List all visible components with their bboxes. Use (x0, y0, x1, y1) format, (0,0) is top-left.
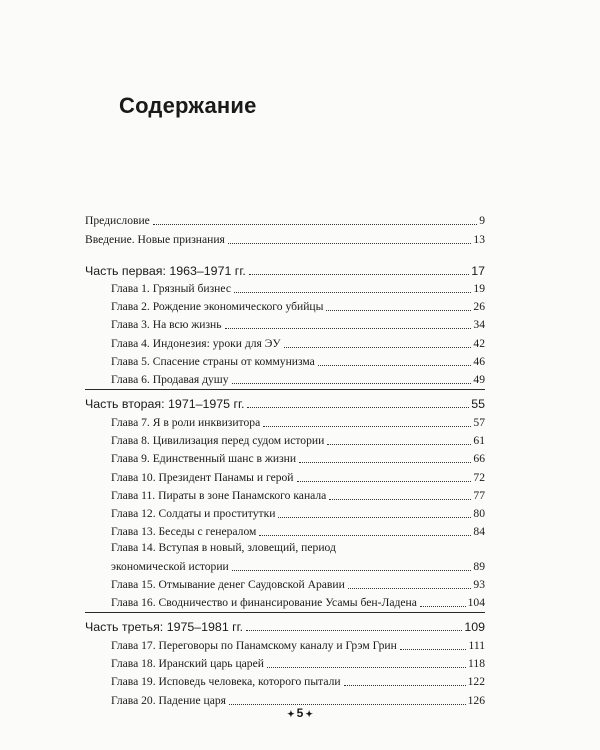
chapter-entry-label: Глава 2. Рождение экономического убийцы (111, 300, 324, 314)
chapter-entry-label: Глава 1. Грязный бизнес (111, 281, 231, 295)
chapter-entry-label: Глава 16. Сводничество и финансирование Усамы бен-Ладена (111, 596, 417, 610)
chapter-entry (85, 539, 485, 555)
part-heading-label: Часть вторая: 1971–1975 гг. (85, 397, 245, 412)
chapter-entry-continued-label: экономической истории (111, 559, 229, 573)
chapter-entry-page: 104 (467, 596, 485, 610)
dot-leader (348, 588, 472, 589)
dot-leader (344, 685, 466, 686)
toc-entry (85, 210, 485, 228)
chapter-entry-label: Глава 18. Иранский царь царей (111, 656, 264, 670)
dot-leader (247, 407, 469, 408)
chapter-entry (85, 351, 485, 369)
chapter-entry (85, 653, 485, 671)
dot-leader (299, 462, 471, 463)
page-number (0, 706, 600, 720)
chapter-entry (85, 592, 485, 610)
chapter-entry-continued (85, 555, 485, 573)
chapter-entry-page: 57 (473, 415, 485, 429)
dot-leader (267, 667, 466, 668)
dot-leader (232, 383, 472, 384)
chapter-entry-page: 118 (468, 656, 485, 670)
chapter-entry-page: 66 (473, 452, 485, 466)
chapter-entry-label: Глава 15. Отмывание денег Саудовской Аравии (111, 578, 345, 592)
dot-leader (318, 365, 472, 366)
chapter-entry (85, 466, 485, 484)
toc-entry-page: 9 (479, 214, 485, 228)
chapter-entry-page: 111 (468, 638, 485, 652)
chapter-entry-label: Глава 7. Я в роли инквизитора (111, 415, 261, 429)
dot-leader (263, 426, 471, 427)
chapter-entry-label: Глава 9. Единственный шанс в жизни (111, 452, 297, 466)
chapter-entry-page: 26 (473, 300, 485, 314)
chapter-entry-label: Глава 10. Президент Панамы и герой (111, 470, 294, 484)
chapter-entry-page: 46 (473, 355, 485, 369)
chapter-entry (85, 296, 485, 314)
ornament-left-icon: ✦ (287, 709, 295, 719)
chapter-entry-label: Глава 20. Падение царя (111, 693, 227, 707)
chapter-entry-label: Глава 13. Беседы с генералом (111, 525, 257, 539)
chapter-entry (85, 503, 485, 521)
chapter-entry-page: 126 (467, 693, 485, 707)
toc-entry (85, 228, 485, 246)
dot-leader (400, 649, 467, 650)
page-title: Содержание (119, 93, 257, 118)
chapter-entry-page: 72 (473, 470, 485, 484)
part-heading-page: 55 (471, 397, 485, 412)
part-heading-page: 109 (464, 620, 485, 635)
chapter-entry-label: Глава 8. Цивилизация перед судом истории (111, 433, 325, 447)
dot-leader (228, 243, 472, 244)
toc-entry-label: Предисловие (85, 214, 150, 228)
chapter-entry (85, 369, 485, 387)
dot-leader (420, 606, 466, 607)
part-heading (85, 257, 485, 278)
chapter-entry-page: 77 (473, 488, 485, 502)
dot-leader (327, 444, 471, 445)
chapter-entry-page: 42 (473, 336, 485, 350)
chapter-entry (85, 278, 485, 296)
chapter-entry-label: Глава 11. Пираты в зоне Панамского канала (111, 488, 327, 502)
chapter-entry (85, 430, 485, 448)
chapter-entry-label: Глава 14. Вступая в новый, зловещий, период (111, 541, 336, 555)
dot-leader (259, 535, 471, 536)
chapter-entry-label: Глава 19. Исповедь человека, которого пытали (111, 675, 341, 689)
dot-leader (249, 274, 469, 275)
part-heading (85, 613, 485, 634)
dot-leader (278, 517, 471, 518)
table-of-contents (85, 210, 485, 708)
chapter-entry-label: Глава 6. Продавая душу (111, 373, 229, 387)
chapter-entry-page: 34 (473, 318, 485, 332)
chapter-entry-label: Глава 12. Солдаты и проститутки (111, 507, 276, 521)
toc-entry-label: Введение. Новые признания (85, 232, 225, 246)
chapter-entry-continued-page: 89 (473, 559, 485, 573)
chapter-entry (85, 574, 485, 592)
chapter-entry (85, 485, 485, 503)
chapter-entry-page: 93 (473, 578, 485, 592)
chapter-entry-page: 122 (467, 675, 485, 689)
chapter-entry-page: 19 (473, 281, 485, 295)
dot-leader (284, 347, 472, 348)
dot-leader (153, 224, 477, 225)
dot-leader (234, 292, 471, 293)
chapter-entry (85, 521, 485, 539)
chapter-entry (85, 448, 485, 466)
dot-leader (246, 630, 462, 631)
chapter-entry-page: 84 (473, 525, 485, 539)
chapter-entry-label: Глава 3. На всю жизнь (111, 318, 222, 332)
chapter-entry (85, 689, 485, 707)
page-number-value: 5 (296, 706, 304, 720)
dot-leader (329, 499, 471, 500)
part-heading-page: 17 (471, 263, 485, 278)
chapter-entry (85, 411, 485, 429)
chapter-entry-label: Глава 17. Переговоры по Панамскому каналу и Грэм Грин (111, 638, 397, 652)
part-heading (85, 390, 485, 411)
chapter-entry-label: Глава 4. Индонезия: уроки для ЭУ (111, 336, 281, 350)
chapter-entry-label: Глава 5. Спасение страны от коммунизма (111, 355, 315, 369)
dot-leader (297, 481, 472, 482)
ornament-right-icon: ✦ (305, 709, 313, 719)
chapter-entry (85, 671, 485, 689)
chapter-entry (85, 332, 485, 350)
dot-leader (232, 570, 472, 571)
chapter-entry-page: 80 (473, 507, 485, 521)
toc-entry-page: 13 (473, 232, 485, 246)
part-heading-label: Часть первая: 1963–1971 гг. (85, 263, 246, 278)
chapter-entry (85, 314, 485, 332)
dot-leader (225, 328, 472, 329)
chapter-entry-page: 49 (473, 373, 485, 387)
spacer (85, 247, 485, 257)
dot-leader (229, 704, 466, 705)
chapter-entry (85, 634, 485, 652)
chapter-entry-page: 61 (473, 433, 485, 447)
part-heading-label: Часть третья: 1975–1981 гг. (85, 620, 244, 635)
dot-leader (326, 310, 471, 311)
